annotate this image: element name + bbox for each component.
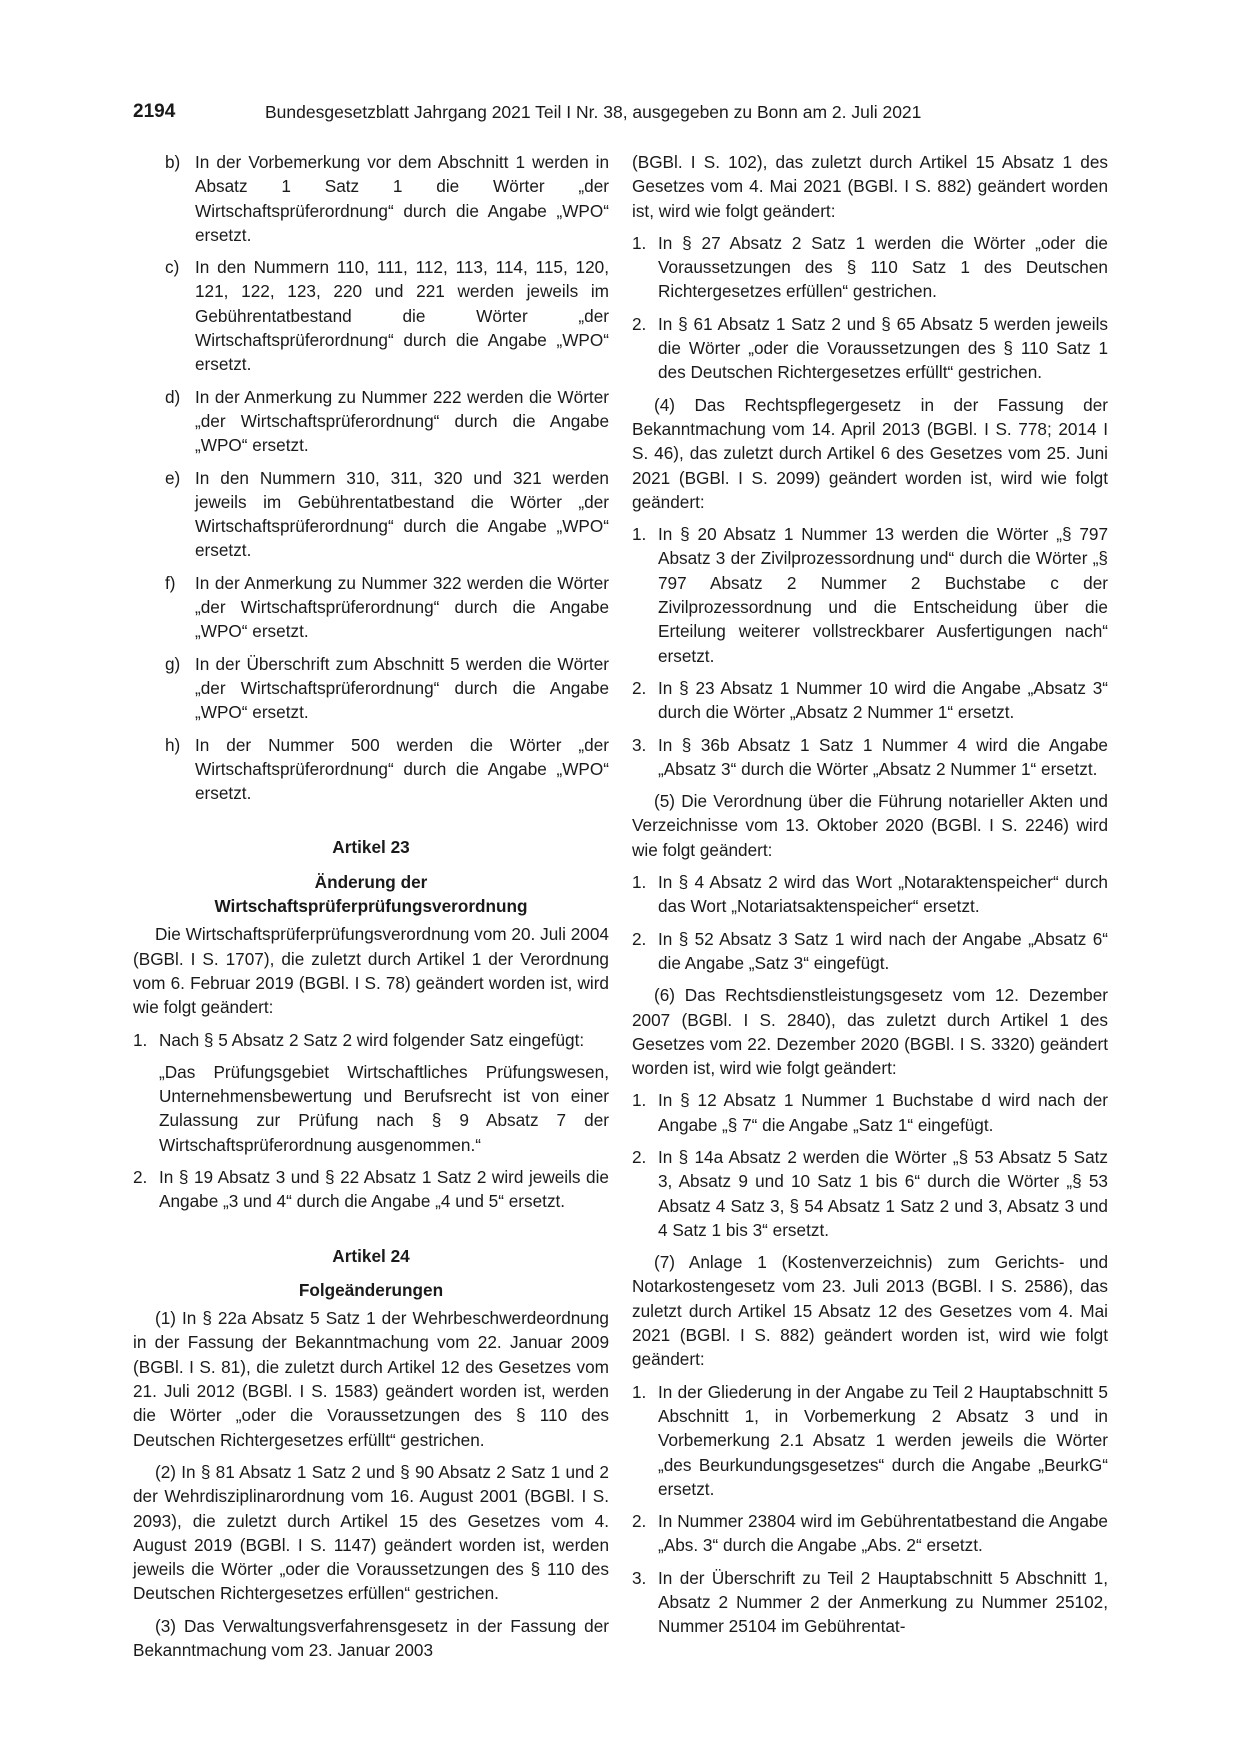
list-item: 1. Nach § 5 Absatz 2 Satz 2 wird folgender Satz eingefügt: (133, 1029, 585, 1050)
paragraph-6: (6) Das Rechtsdienstleistungsgesetz vom 12. Dezember 2007 (BGBl. I S. 2840), das zuletzt durch Artikel 1 des Gesetzes vom 22. Dezember 2020 (BGBl. I S. 3320) geändert worden ist, wird wie folgt geändert: (632, 985, 1108, 1079)
gazette-title: Bundesgesetzblatt Jahrgang 2021 Teil I Nr. 38, ausgegeben zu Bonn am 2. Juli 2021 (265, 102, 922, 122)
list-item: 2. In § 52 Absatz 3 Satz 1 wird nach der Angabe „Absatz 6“ die Angabe „Satz 3“ eingefügt. (632, 928, 1108, 973)
list-item: h) In der Nummer 500 werden die Wörter „der Wirtschaftsprüferordnung“ durch die Angabe „WPO“ ersetzt. (165, 734, 609, 804)
article-24-title: Artikel 24 (332, 1245, 410, 1266)
paragraph-4: (4) Das Rechtspflegergesetz in der Fassung der Bekanntmachung vom 14. April 2013 (BGBl. I S. 778; 2014 I S. 46), das zuletzt durch Artikel 6 des Gesetzes vom 25. Juni 2021 (BGBl. I S. 2099) geändert worden ist, wird wie folgt geändert: (632, 394, 1108, 512)
list-item: 2. In § 14a Absatz 2 werden die Wörter „§ 53 Absatz 5 Satz 3, Absatz 9 und 10 Satz 1 bis 6“ durch die Wörter „§ 53 Absatz 4 Satz 3, § 54 Absatz 1 Satz 2 und 3, Absatz 3 und 4 Satz 1 bis 3“ ersetzt. (632, 1146, 1108, 1240)
article-24-subtitle: Folgeänderungen (298, 1279, 444, 1300)
list-item: c) In den Nummern 110, 111, 112, 113, 114, 115, 120, 121, 122, 123, 220 und 221 werden jeweils im Gebührentatbestand die Wörter „der Wirtschaftsprüferordnung“ durch die Angabe „WPO“ ersetzt. (165, 257, 609, 375)
list-item: 2. In § 61 Absatz 1 Satz 2 und § 65 Absatz 5 werden jeweils die Wörter „oder die Voraussetzungen des § 110 Satz 1 des Deutschen Richtergesetzes erfüllt“ gestrichen. (632, 313, 1108, 383)
left-column (133, 150, 609, 1670)
list-item: 2. In § 23 Absatz 1 Nummer 10 wird die Angabe „Absatz 3“ durch die Wörter „Absatz 2 Nummer 1“ ersetzt. (632, 677, 1108, 723)
list-item: 1. In § 27 Absatz 2 Satz 1 werden die Wörter „oder die Voraussetzungen des § 110 Satz 1 des Deutschen Richtergesetzes erfüllen“ gestrichen. (632, 232, 1108, 302)
paragraph-5: (5) Die Verordnung über die Führung notarieller Akten und Verzeichnisse vom 13. Oktober 2020 (BGBl. I S. 2246) wird wie folgt geändert: (632, 791, 1108, 860)
list-item: 1. In § 12 Absatz 1 Nummer 1 Buchstabe d wird nach der Angabe „§ 7“ die Angabe „Satz 1“ eingefügt. (632, 1090, 1108, 1135)
list-item: e) In den Nummern 310, 311, 320 und 321 werden jeweils im Gebührentatbestand die Wörter „der Wirtschaftsprüferordnung“ durch die Angabe „WPO“ ersetzt. (165, 467, 609, 561)
article-23-subtitle-line1: Änderung der (314, 871, 428, 892)
list-item: 1. In § 4 Absatz 2 wird das Wort „Notaraktenspeicher“ durch das Wort „Notariatsaktenspeicher“ ersetzt. (632, 872, 1108, 917)
paragraph-3-continued: (BGBl. I S. 102), das zuletzt durch Artikel 15 Absatz 1 des Gesetzes vom 4. Mai 2021 (BGBl. I S. 882) geändert worden ist, wird wie folgt geändert: (632, 152, 1108, 221)
list-item: 3. In der Überschrift zu Teil 2 Hauptabschnitt 5 Abschnitt 1, Absatz 2 Nummer 2 der Anmerkung zu Nummer 25102, Nummer 25104 im Gebührentat- (632, 1567, 1108, 1637)
page-number: 2194 (133, 101, 176, 122)
paragraph-1: (1) In § 22a Absatz 5 Satz 1 der Wehrbeschwerdeordnung in der Fassung der Bekanntmachung vom 22. Januar 2009 (BGBl. I S. 81), die zuletzt durch Artikel 12 des Gesetzes vom 21. Juli 2012 (BGBl. I S. 1583) geändert worden ist, werden die Wörter „oder die Voraussetzungen des § 110 des Deutschen Richtergesetzes erfüllt“ gestrichen. (133, 1308, 609, 1450)
paragraph-7: (7) Anlage 1 (Kostenverzeichnis) zum Gerichts- und Notarkostengesetz vom 23. Juli 2013 (BGBl. I S. 2586), das zuletzt durch Artikel 15 Absatz 12 des Gesetzes vom 4. Mai 2021 (BGBl. I S. 882) geändert worden ist, wird wie folgt geändert: (632, 1252, 1108, 1370)
paragraph-3: (3) Das Verwaltungsverfahrensgesetz in der Fassung der Bekanntmachung vom 23. Januar 2003 (133, 1615, 609, 1661)
list-item: 2. In Nummer 23804 wird im Gebührentatbestand die Angabe „Abs. 3“ durch die Angabe „Abs. 2“ ersetzt. (632, 1511, 1108, 1556)
list-item: 3. In § 36b Absatz 1 Satz 1 Nummer 4 wird die Angabe „Absatz 3“ durch die Wörter „Absatz 2 Nummer 1“ ersetzt. (632, 734, 1108, 779)
list-item: g) In der Überschrift zum Abschnitt 5 werden die Wörter „der Wirtschaftsprüferordnung“ durch die Angabe „WPO“ ersetzt. (165, 653, 609, 723)
article-23-intro: Die Wirtschaftsprüferprüfungsverordnung vom 20. Juli 2004 (BGBl. I S. 1707), die zuletzt durch Artikel 1 der Verordnung vom 6. Februar 2019 (BGBl. I S. 78) geändert worden ist, wird wie folgt geändert: (133, 924, 609, 1018)
page-header (133, 101, 1108, 127)
right-column (632, 150, 1108, 1647)
list-item: b) In der Vorbemerkung vor dem Abschnitt 1 werden in Absatz 1 Satz 1 die Wörter „der Wirtschaftsprüferordnung“ durch die Angabe „WPO“ ersetzt. (165, 152, 609, 245)
list-item: 1. In der Gliederung in der Angabe zu Teil 2 Hauptabschnitt 5 Abschnitt 1, in Vorbemerkung 2 Absatz 3 und in Vorbemerkung 2.1 Absatz 1 werden jeweils die Wörter „des Beurkundungsgesetzes“ durch die Angabe „BeurkG“ ersetzt. (632, 1381, 1108, 1499)
article-23-subtitle-line2: Wirtschaftsprüferprüfungsverordnung (214, 896, 528, 917)
paragraph-2: (2) In § 81 Absatz 1 Satz 2 und § 90 Absatz 2 Satz 1 und 2 der Wehrdisziplinarordnung vom 16. August 2001 (BGBl. I S. 2093), die zuletzt durch Artikel 15 des Gesetzes vom 4. August 2019 (BGBl. I S. 1147) geändert worden ist, werden jeweils die Wörter „oder die Voraussetzungen des § 110 des Deutschen Richtergesetzes erfüllen“ gestrichen. (133, 1461, 609, 1604)
inserted-sentence-quote: „Das Prüfungsgebiet Wirtschaftliches Prüfungswesen, Unternehmensbewertung und Berufsrecht ist von einer Zulassung zur Prüfung nach § 9 Absatz 7 der Wirtschaftsprüferordnung ausgenommen.“ (159, 1061, 609, 1155)
list-item: d) In der Anmerkung zu Nummer 222 werden die Wörter „der Wirtschaftsprüferordnung“ durch die Angabe „WPO“ ersetzt. (165, 386, 609, 456)
list-item: 1. In § 20 Absatz 1 Nummer 13 werden die Wörter „§ 797 Absatz 3 der Zivilprozessordnung und“ durch die Wörter „§ 797 Absatz 2 Nummer 2 Buchstabe c der Zivilprozessordnung und die Entscheidung über die Erteilung weiterer vollstreckbarer Ausfertigungen nach“ ersetzt. (632, 524, 1108, 666)
list-item: 2. In § 19 Absatz 3 und § 22 Absatz 1 Satz 2 wird jeweils die Angabe „3 und 4“ durch die Angabe „4 und 5“ ersetzt. (133, 1166, 609, 1212)
article-23-title: Artikel 23 (332, 837, 410, 858)
list-item: f) In der Anmerkung zu Nummer 322 werden die Wörter „der Wirtschaftsprüferordnung“ durch die Angabe „WPO“ ersetzt. (165, 572, 609, 642)
